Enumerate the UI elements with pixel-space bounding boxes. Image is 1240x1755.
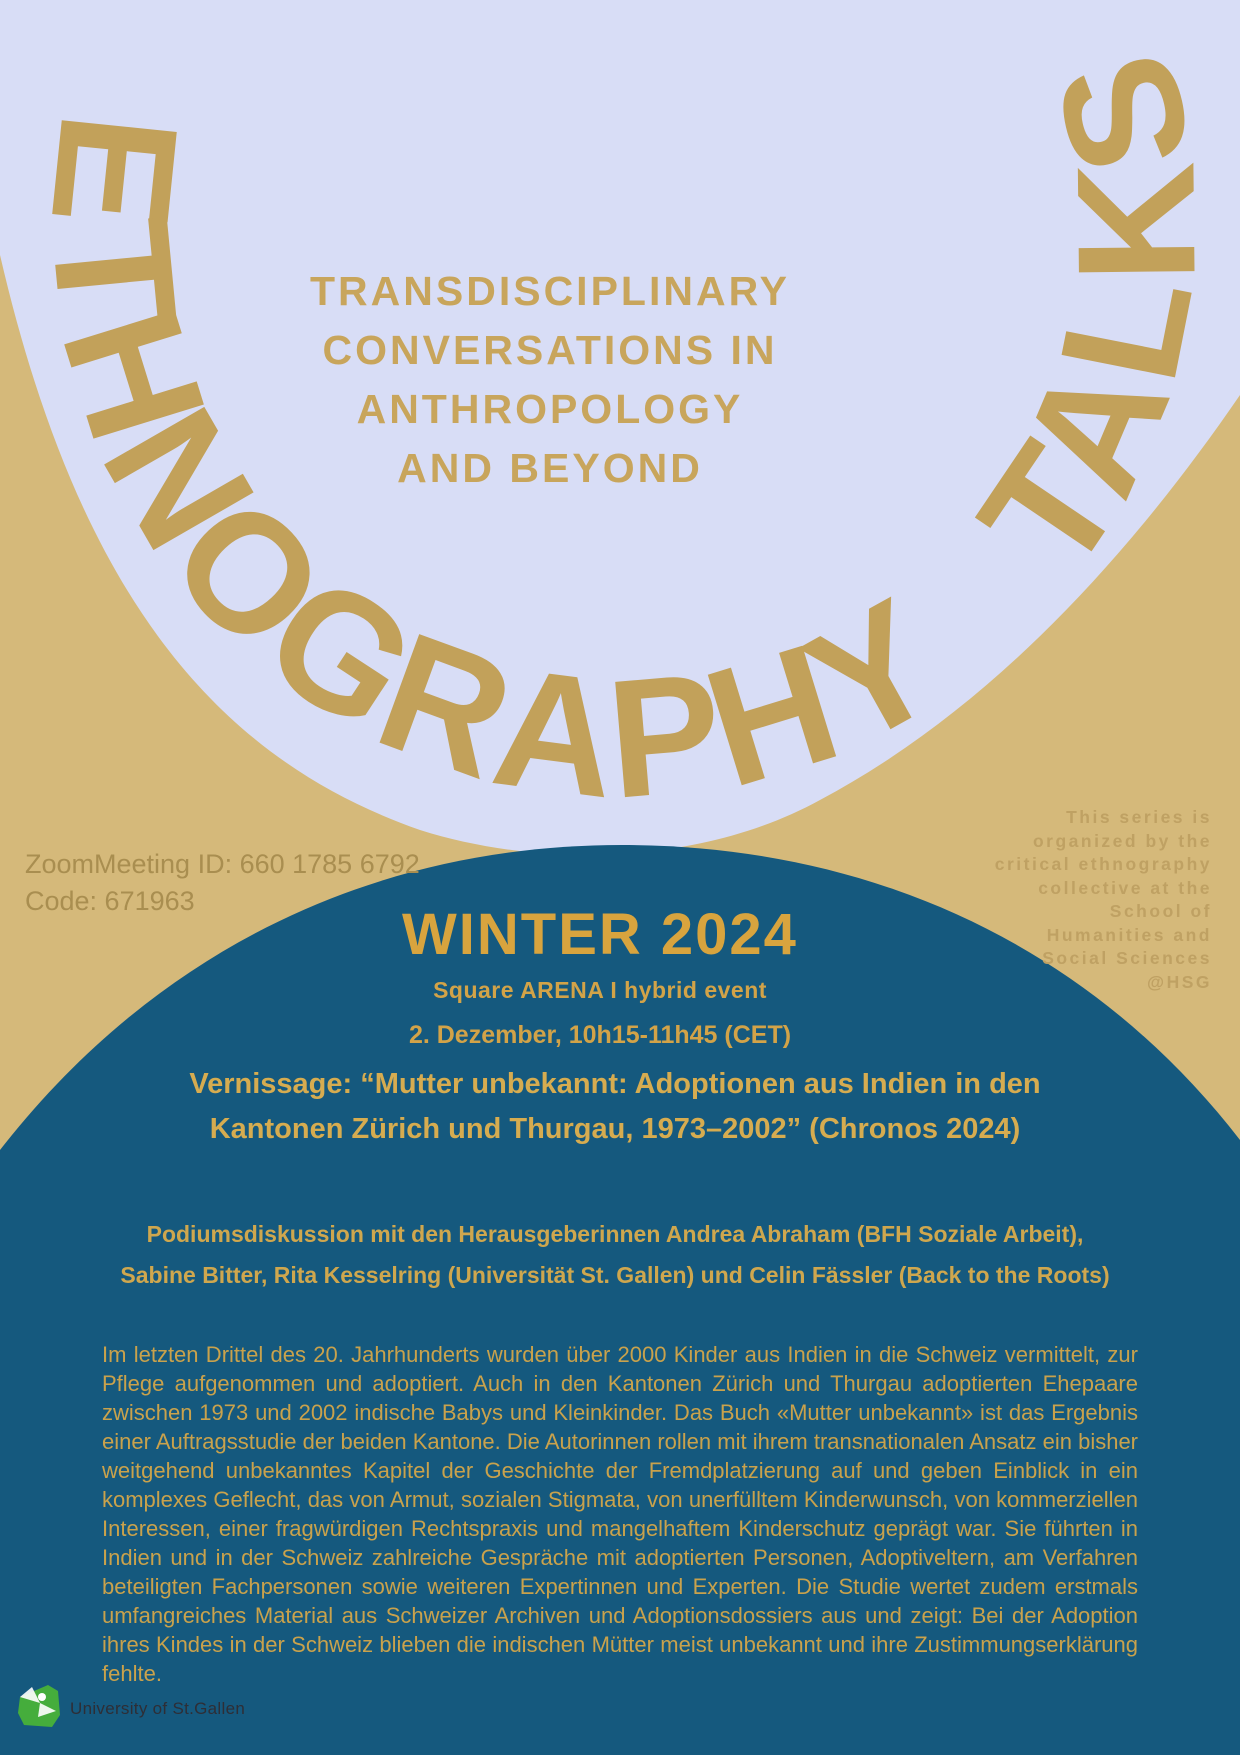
organizer-line: School of — [1109, 901, 1212, 921]
organizer-line: organized by the — [1032, 830, 1212, 851]
tagline-line: TRANSDISCIPLINARY — [310, 268, 790, 314]
organizer-line: collective at the — [1038, 877, 1212, 898]
tagline-block — [170, 262, 930, 498]
hsg-logo-icon — [18, 1685, 60, 1734]
organizer-line: This series is — [1066, 807, 1212, 827]
arc-title: ETHNOGRAPHY TALKS — [15, 33, 1231, 835]
zoom-meeting-code: Code: 671963 — [25, 886, 195, 916]
datetime-line: 2. Dezember, 10h15-11h45 (CET) — [408, 1021, 792, 1049]
panel-description — [80, 1214, 1150, 1296]
university-footer — [18, 1684, 418, 1734]
organizer-line: Humanities and — [1046, 924, 1212, 945]
panel-line2: Sabine Bitter, Rita Kesselring (Universität St. Gallen) und Celin Fässler (Back to the Roots) — [120, 1262, 1110, 1288]
event-title-line2: Kantonen Zürich und Thurgau, 1973–2002” (Chronos 2024) — [209, 1113, 1021, 1145]
event-description: Im letzten Drittel des 20. Jahrhunderts wurden über 2000 Kinder aus Indien in die Schweiz vermittelt, zur Pflege aufgenommen und adoptiert. Auch in den Kantonen Zürich und Thurgau adoptierten Ehepaare zwischen 1973 und 2002 indische Babys und Kleinkinder. Das Buch «Mutter unbekannt» ist das Ergebnis einer Auftragsstudie der beiden Kantone. Die Autorinnen rollen mit ihrem transnationalen Ansatz ein bisher weitgehend unbekanntes Kapitel der Geschichte der Fremdplatzierung auf und geben Einblick in ein komplexes Geflecht, das von Armut, sozialen Stigmata, von unerfülltem Kinderwunsch, von kommerziellen Interessen, einer fragwürdigen Rechtspraxis und mangelhaftem Kinderschutz geprägt war. Sie führten in Indien und in der Schweiz zahlreiche Gespräche mit adoptierten Personen, Adoptiveltern, am Verfahren beteiligten Fachpersonen sowie weiteren Expertinnen und Experten. Die Studie wertet zudem erstmals umfangreiches Material aus Schweizer Archiven und Adoptionsdossiers aus und zeigt: Bei der Adoption ihres Kindes in der Schweiz blieben die indischen Mütter meist unbekannt und ihre Zustimmungserklärung fehlte. — [102, 1342, 1138, 1686]
tagline-line: CONVERSATIONS IN — [322, 327, 778, 373]
tagline-line: ANTHROPOLOGY — [356, 386, 744, 432]
organizer-handle: @HSG — [1147, 971, 1212, 992]
venue-line: Square ARENA I hybrid event — [433, 977, 767, 1003]
event-title — [90, 1062, 1140, 1152]
season-title: WINTER 2024 — [402, 902, 798, 967]
university-name: University of St.Gallen — [70, 1699, 246, 1718]
organizer-line: Social Sciences — [1042, 948, 1212, 968]
zoom-meeting-id: ZoomMeeting ID: 660 1785 6792 — [25, 849, 420, 879]
organizer-line: critical ethnography — [994, 854, 1212, 874]
tagline-line: AND BEYOND — [397, 445, 703, 491]
event-title-line1: Vernissage: “Mutter unbekannt: Adoptionen aus Indien in den — [189, 1068, 1041, 1100]
panel-line1: Podiumsdiskussion mit den Herausgeberinnen Andrea Abraham (BFH Soziale Arbeit), — [146, 1221, 1084, 1247]
